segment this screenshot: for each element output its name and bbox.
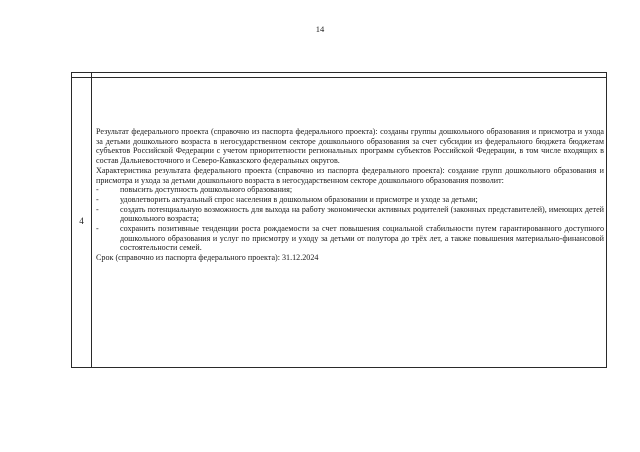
bullet-item — [96, 185, 604, 195]
bullet-item — [96, 195, 604, 205]
bullet-item — [96, 224, 604, 253]
bullet-mark: - — [96, 194, 99, 204]
bullet-text: сохранить позитивные тенденции роста рождаемости за счет повышения социальной стабильности путем гарантированного доступного дошкольного образования и услуг по присмотру и уходу за детьми от полутора до трёх лет, а также повышения материально-финансовой состоятельности семей. — [120, 224, 604, 253]
result-paragraph: Результат федерального проекта (справочно из паспорта федерального проекта): созданы группы дошкольного образования и присмотра и ухода за детьми дошкольного возраста в негосударственном секторе дошкольного образования за счет субсидии из федерального бюджета бюджетам субъектов Российской Федерации с учетом приоритетности региональных программ субъектов Российской Федерации, в том числе входящих в состав Дальневосточного и Северо-Кавказского федеральных округов. — [96, 127, 604, 166]
bullet-text: создать потенциальную возможность для выхода на работу экономически активных родителей (законных представителей), имеющих детей дошкольного возраста; — [120, 204, 604, 224]
row-number: 4 — [79, 216, 84, 226]
bullet-mark: - — [96, 204, 99, 214]
bullet-mark: - — [96, 185, 99, 195]
row-content — [96, 127, 604, 263]
page-number: 14 — [315, 24, 325, 34]
bullet-item — [96, 205, 604, 224]
deadline-paragraph: Срок (справочно из паспорта федерального проекта): 31.12.2024 — [96, 253, 319, 263]
table-top-rule — [72, 77, 606, 78]
characteristic-paragraph: Характеристика результата федерального проекта (справочно из паспорта федерального проекта): создание групп дошкольного образования и присмотра и ухода за детьми дошкольного возраста в негосударственном секторе дошкольного образования позволит: — [96, 165, 604, 185]
bullet-mark: - — [96, 224, 99, 234]
table-column-divider — [91, 73, 92, 367]
passport-table — [71, 72, 607, 368]
bullet-text: удовлетворить актуальный спрос населения в дошкольном образовании и присмотре и уходе за детьми; — [120, 194, 478, 204]
bullet-text: повысить доступность дошкольного образования; — [120, 185, 293, 195]
